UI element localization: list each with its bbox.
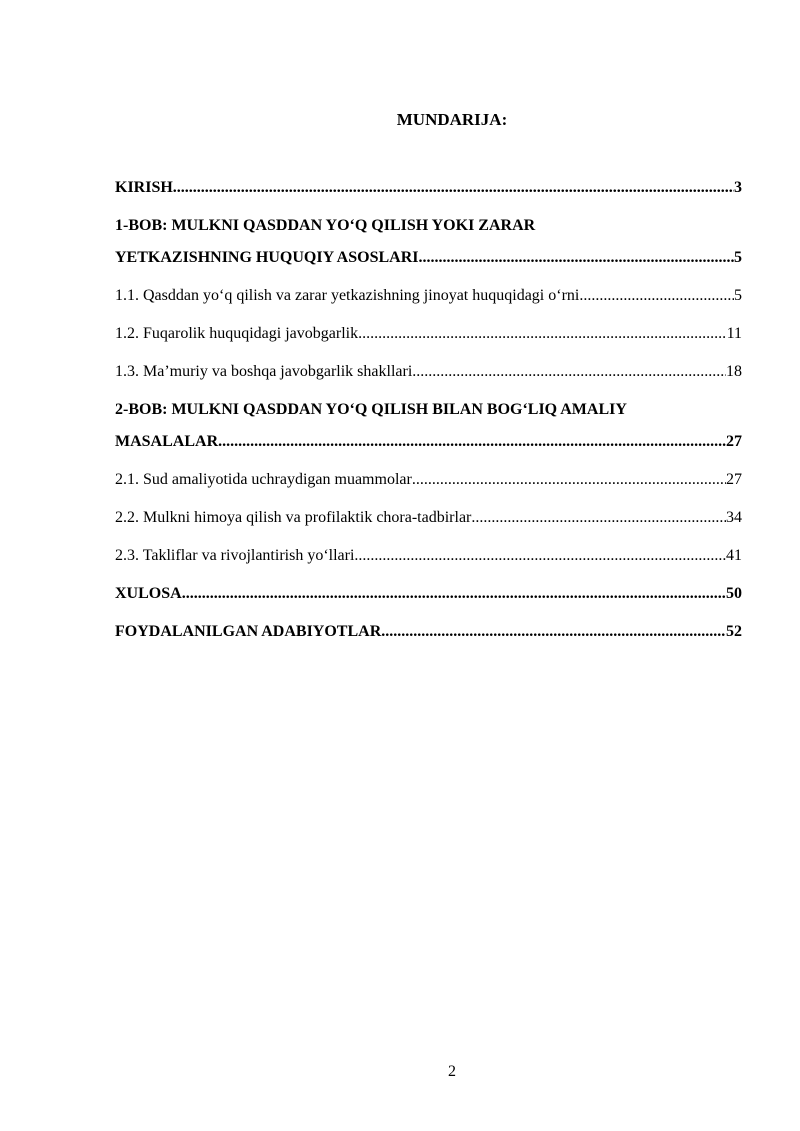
toc-entry-label: 1.3. Ma’muriy va boshqa javobgarlik shakllari xyxy=(115,363,413,380)
toc-entry-label-line2: YETKAZISHNING HUQUQIY ASOSLARI xyxy=(115,249,419,266)
dot-leader xyxy=(412,356,726,388)
dot-leader xyxy=(182,578,726,610)
toc-page-number: 50 xyxy=(726,585,742,602)
toc-entry-label: 1.1. Qasddan yo‘q qilish va zarar yetkazishning jinoyat huquqidagi o‘rni xyxy=(115,287,580,304)
dot-leader xyxy=(412,464,726,496)
toc-entry-2-3[interactable] xyxy=(115,540,742,572)
toc-page-number: 27 xyxy=(726,433,742,450)
table-of-contents xyxy=(115,172,742,648)
toc-entry-label: FOYDALANILGAN ADABIYOTLAR xyxy=(115,623,382,640)
toc-entry-label: KIRISH xyxy=(115,179,173,196)
toc-entry-1-3[interactable] xyxy=(115,356,742,388)
toc-entry-xulosa[interactable] xyxy=(115,578,742,610)
toc-entry-2-1[interactable] xyxy=(115,464,742,496)
dot-leader xyxy=(358,318,727,350)
toc-entry-label: XULOSA xyxy=(115,585,182,602)
toc-page-number: 18 xyxy=(726,363,742,380)
toc-entry-label: 2.3. Takliflar va rivojlantirish yo‘llari xyxy=(115,547,355,564)
dot-leader xyxy=(418,242,734,274)
toc-entry-1-2[interactable] xyxy=(115,318,742,350)
dot-leader xyxy=(471,502,726,534)
toc-entry-bob-2[interactable] xyxy=(115,394,742,458)
toc-entry-2-2[interactable] xyxy=(115,502,742,534)
page-number: 2 xyxy=(448,1063,456,1080)
dot-leader xyxy=(381,616,726,648)
toc-entry-label: 1.2. Fuqarolik huquqidagi javobgarlik xyxy=(115,325,359,342)
dot-leader xyxy=(173,172,734,204)
toc-entry-label-line1: 1-BOB: MULKNI QASDDAN YO‘Q QILISH YOKI ZARAR xyxy=(115,217,536,234)
toc-page-number: 5 xyxy=(734,287,742,304)
toc-page-number: 41 xyxy=(726,547,742,564)
toc-page-number: 52 xyxy=(726,623,742,640)
toc-entry-label-line1: 2-BOB: MULKNI QASDDAN YO‘Q QILISH BILAN BOG‘LIQ AMALIY xyxy=(115,401,627,418)
toc-page-number: 3 xyxy=(734,179,742,196)
toc-entry-1-1[interactable] xyxy=(115,280,742,312)
toc-entry-adabiyotlar[interactable] xyxy=(115,616,742,648)
toc-entry-label-line2: MASALALAR xyxy=(115,433,219,450)
toc-entry-bob-1[interactable] xyxy=(115,210,742,274)
dot-leader xyxy=(354,540,726,572)
toc-entry-label: 2.1. Sud amaliyotida uchraydigan muammolar xyxy=(115,471,412,488)
dot-leader xyxy=(218,426,726,458)
toc-entry-kirish[interactable] xyxy=(115,172,742,204)
toc-page-number: 5 xyxy=(734,249,742,266)
toc-page-number: 34 xyxy=(726,509,742,526)
toc-page-number: 27 xyxy=(726,471,742,488)
page-title: MUNDARIJA: xyxy=(396,110,508,129)
toc-page-number: 11 xyxy=(726,325,742,342)
dot-leader xyxy=(579,280,734,312)
toc-entry-label: 2.2. Mulkni himoya qilish va profilaktik chora-tadbirlar xyxy=(115,509,472,526)
